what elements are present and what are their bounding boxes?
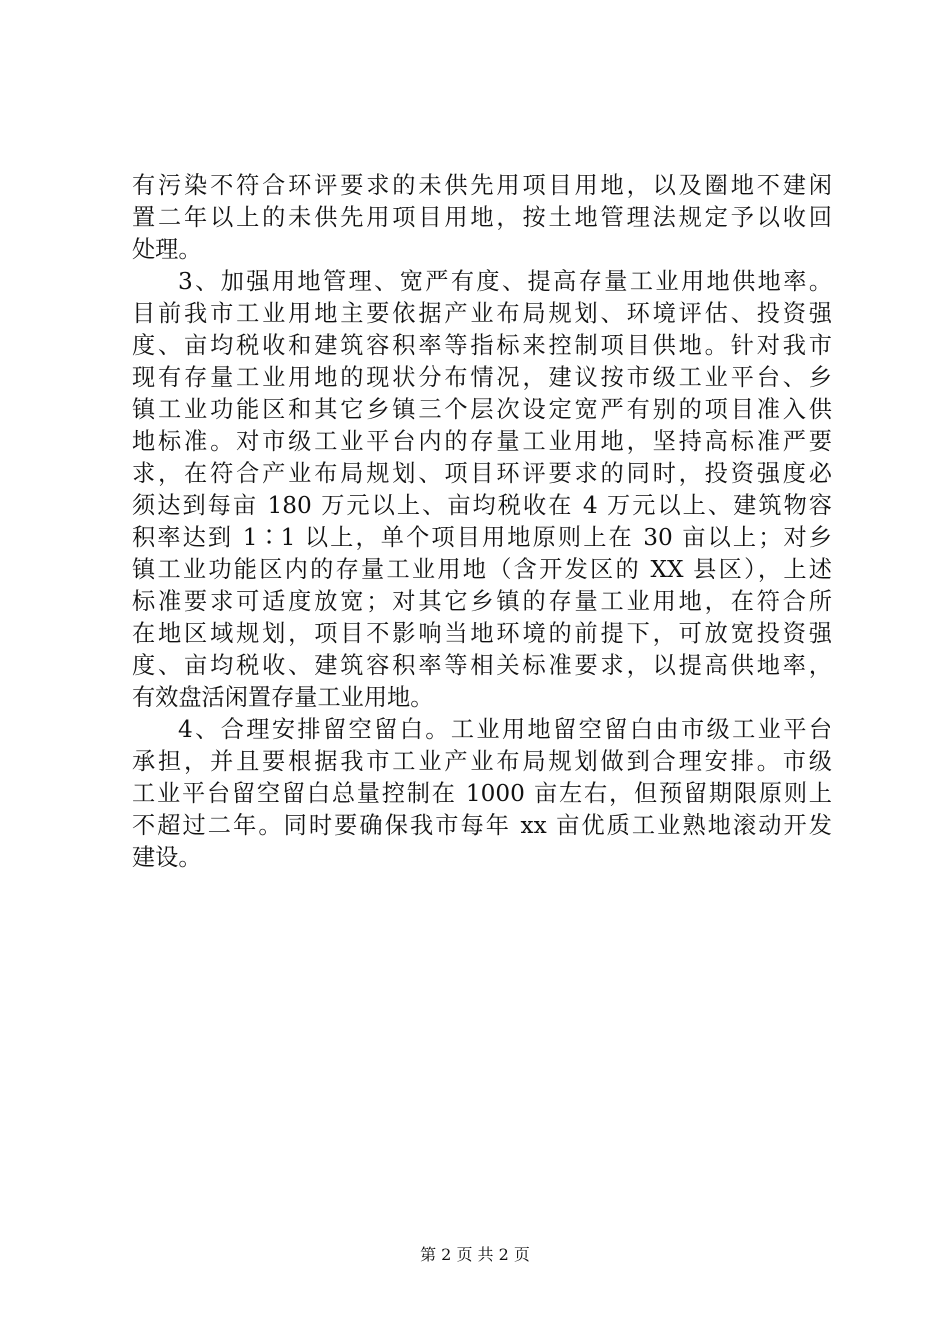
text-line: 4、合理安排留空留白。工业用地留空留白由市级工业平台 [178,716,832,743]
text-line: 镇工业功能区内的存量工业用地（含开发区的 XX 县区），上述 [132,556,832,583]
text-line: 度、亩均税收、建筑容积率等相关标准要求，以提高供地率， [132,652,832,679]
text-line: 积率达到 1∶1 以上，单个项目用地原则上在 30 亩以上；对乡 [132,524,832,551]
text-line: 须达到每亩 180 万元以上、亩均税收在 4 万元以上、建筑物容 [132,492,832,519]
document-body [132,170,832,874]
text-line: 地标准。对市级工业平台内的存量工业用地，坚持高标准严要 [132,428,832,455]
text-line: 置二年以上的未供先用项目用地，按土地管理法规定予以收回 [132,204,832,231]
text-line: 不超过二年。同时要确保我市每年 xx 亩优质工业熟地滚动开发 [132,812,832,839]
text-line: 有污染不符合环评要求的未供先用项目用地，以及圈地不建闲 [132,172,832,199]
paragraph-3 [132,714,832,874]
text-line: 镇工业功能区和其它乡镇三个层次设定宽严有别的项目准入供 [132,396,832,423]
text-line: 承担，并且要根据我市工业产业布局规划做到合理安排。市级 [132,748,832,775]
text-line: 建设。 [132,844,202,871]
text-line: 工业平台留空留白总量控制在 1000 亩左右，但预留期限原则上 [132,780,832,807]
page-number-label: 第 2 页 共 2 页 [420,1245,530,1264]
text-line: 3、加强用地管理、宽严有度、提高存量工业用地供地率。 [178,268,832,295]
paragraph-2 [132,266,832,714]
text-line: 现有存量工业用地的现状分布情况，建议按市级工业平台、乡 [132,364,832,391]
text-line: 有效盘活闲置存量工业用地。 [132,684,434,711]
text-line: 度、亩均税收和建筑容积率等指标来控制项目供地。针对我市 [132,332,832,359]
page-footer [0,1244,950,1266]
paragraph-1 [132,170,832,266]
text-line: 目前我市工业用地主要依据产业布局规划、环境评估、投资强 [132,300,832,327]
text-line: 在地区域规划，项目不影响当地环境的前提下，可放宽投资强 [132,620,832,647]
text-line: 求，在符合产业布局规划、项目环评要求的同时，投资强度必 [132,460,832,487]
text-line: 处理。 [132,236,202,263]
text-line: 标准要求可适度放宽；对其它乡镇的存量工业用地，在符合所 [132,588,832,615]
